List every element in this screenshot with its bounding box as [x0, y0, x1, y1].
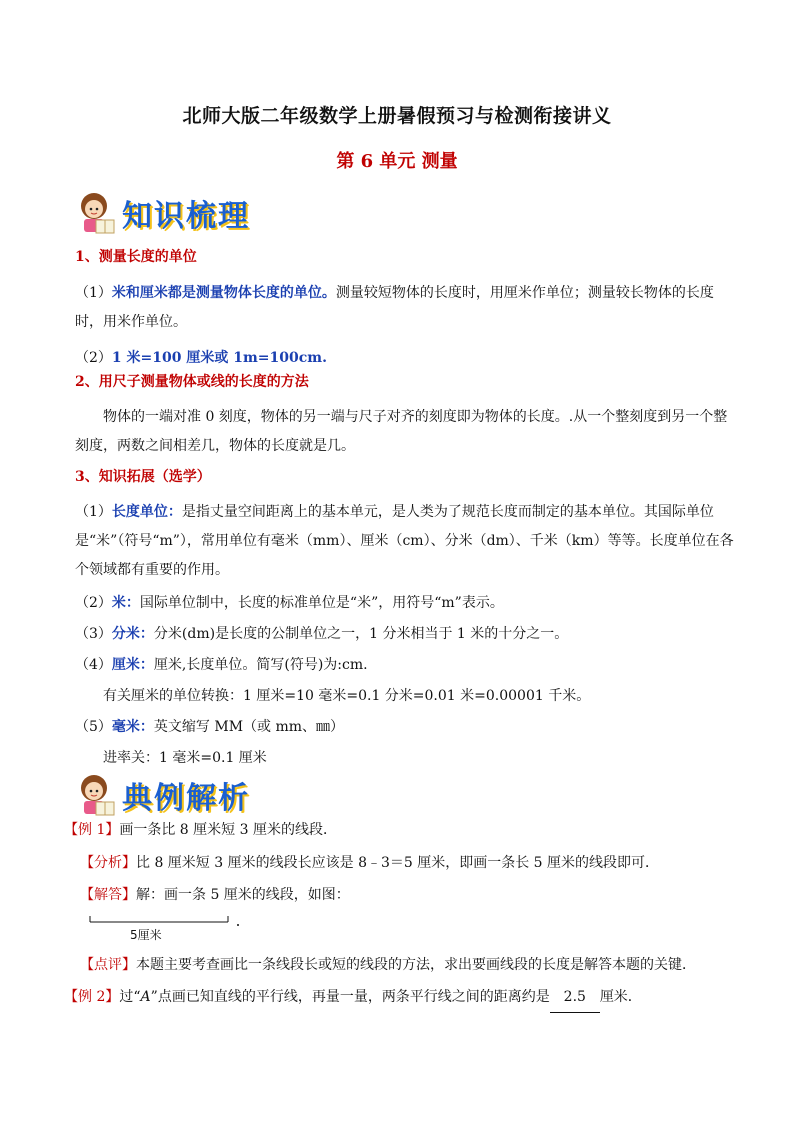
paragraph: [75, 589, 735, 618]
paragraph: [75, 651, 735, 680]
body-text: 解：画一条 5 厘米的线段，如图：: [136, 887, 350, 903]
paragraph: [75, 498, 735, 585]
answer-tag: 【解答】: [80, 887, 136, 903]
example-tag: 【例 1】: [64, 822, 120, 838]
point-label: A: [140, 989, 151, 1005]
document-title: 北师大版二年级数学上册暑假预习与检测衔接讲义: [182, 105, 612, 127]
comment-tag: 【点评】: [80, 957, 136, 973]
analysis-tag: 【分析】: [80, 855, 136, 871]
section-heading: 3、知识拓展（选学）: [75, 469, 211, 485]
item-number: （5）: [75, 719, 112, 735]
example-1-analysis: [80, 849, 744, 878]
section-knowledge-extension: [75, 463, 735, 773]
term-label: 米：: [111, 595, 140, 611]
body-text: 比 8 厘米短 3 厘米的线段长应该是 8﹣3＝5 厘米，即画一条长 5 厘米的线段即可．: [136, 855, 660, 871]
examples-banner-text: 典例解析: [122, 781, 250, 816]
segment-figure: [88, 912, 248, 944]
knowledge-banner: [74, 188, 250, 238]
example-1-answer: [80, 881, 744, 910]
example-1-comment: [80, 951, 744, 980]
body-text: 过“: [119, 989, 141, 1005]
girl-reading-icon: [74, 190, 118, 236]
girl-reading-icon: [74, 772, 118, 818]
section-ruler-method: [75, 368, 735, 461]
unit-subtitle: 第 6 单元 测量: [336, 151, 458, 172]
example-1-question: [64, 816, 744, 845]
paragraph: [75, 279, 735, 337]
body-text: 英文缩写 MM（或 mm、㎜）: [153, 719, 345, 735]
item-number: （1）: [75, 504, 112, 520]
item-number: （3）: [75, 626, 112, 642]
term-label: 厘米：: [111, 657, 154, 673]
section-heading: 1、测量长度的单位: [75, 249, 197, 265]
body-text: 是指丈量空间距离上的基本单元，是人类为了规范长度而制定的基本单位。其国际单位是“米”（符号“m”），常用单位有毫米（mm）、厘米（cm）、分米（dm）、千米（km）等等。长度单位在各个领域都有重要的作用。: [75, 504, 734, 578]
example-2-question: [64, 983, 744, 1013]
body-text: 测量较短物体的长度时，用厘米作单位；测量较长物体的长度时，用米作单位。: [75, 285, 714, 330]
knowledge-banner-text: 知识梳理: [122, 199, 250, 234]
body-text: 国际单位制中，长度的标准单位是“米”，用符号“m”表示。: [139, 595, 504, 611]
answer-blank: 2.5: [550, 983, 600, 1013]
line-segment: [88, 912, 248, 928]
body-text: 有关厘米的单位转换：1 厘米=10 毫米=0.1 分米=0.01 米=0.00001 千米。: [103, 688, 591, 704]
section-heading: 2、用尺子测量物体或线的长度的方法: [75, 374, 309, 390]
body-text: 厘米．: [599, 989, 642, 1005]
emphasis-text: 米和厘米都是测量物体长度的单位。: [111, 285, 336, 301]
emphasis-text: 1 米=100 厘米或 1m=100cm.: [111, 350, 327, 366]
item-number: （1）: [75, 285, 112, 301]
body-text: 本题主要考查画比一条线段长或短的线段的方法，求出要画线段的长度是解答本题的关键．: [136, 957, 696, 973]
term-label: 长度单位：: [111, 504, 182, 520]
paragraph: [75, 620, 735, 649]
item-number: （4）: [75, 657, 112, 673]
examples-banner: [74, 770, 250, 820]
item-number: （2）: [75, 350, 112, 366]
paragraph: [75, 713, 735, 742]
body-text: ”点画已知直线的平行线，再量一量，两条平行线之间的距离约是: [150, 989, 550, 1005]
body-text: 分米(dm)是长度的公制单位之一，1 分米相当于 1 米的十分之一。: [153, 626, 569, 642]
body-text: 进率关：1 毫米=0.1 厘米: [103, 750, 267, 766]
segment-label: 5厘米: [130, 928, 162, 942]
term-label: 毫米：: [111, 719, 154, 735]
item-number: （2）: [75, 595, 112, 611]
body-text: 物体的一端对准 0 刻度，物体的另一端与尺子对齐的刻度即为物体的长度。.从一个整刻度到另一个整刻度，两数之间相差几，物体的长度就是几。: [75, 409, 728, 454]
example-tag: 【例 2】: [64, 989, 120, 1005]
body-text: 画一条比 8 厘米短 3 厘米的线段．: [119, 822, 337, 838]
body-text: 厘米,长度单位。简写(符号)为:cm.: [153, 657, 368, 673]
term-label: 分米：: [111, 626, 154, 642]
section-measurement-units: [75, 243, 735, 373]
